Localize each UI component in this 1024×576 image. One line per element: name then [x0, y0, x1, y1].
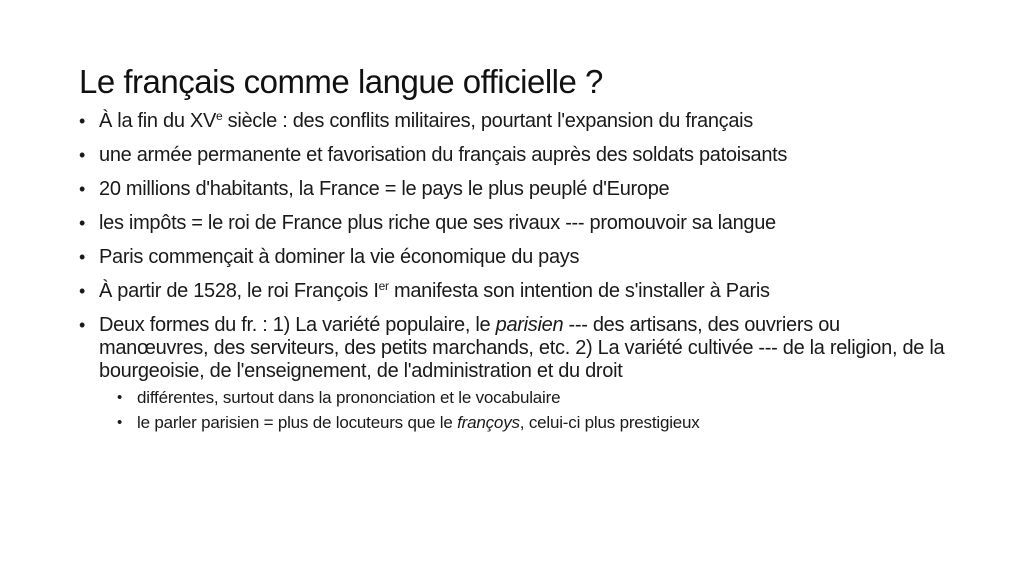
bullet-text: siècle : des conflits militaires, pourtant l'expansion du français	[222, 110, 754, 132]
sub-bullet-text: le parler parisien = plus de locuteurs que le	[137, 413, 458, 432]
bullet-dot-icon: •	[79, 213, 86, 233]
bullet-dot-icon: •	[79, 281, 86, 301]
sub-bullet-item	[117, 387, 949, 409]
bullet-item	[79, 110, 949, 133]
bullet-text: Paris commençait à dominer la vie économique du pays	[99, 246, 580, 268]
bullet-dot-icon: •	[79, 145, 86, 165]
bullet-item	[79, 212, 949, 235]
bullet-item	[79, 178, 949, 201]
bullet-dot-icon: •	[79, 247, 86, 267]
sub-bullet-list	[117, 387, 949, 434]
superscript: er	[378, 279, 389, 293]
bullet-dot-icon: •	[117, 414, 123, 431]
superscript: e	[215, 109, 223, 123]
bullet-list	[79, 110, 949, 445]
bullet-item	[79, 314, 949, 434]
bullet-dot-icon: •	[79, 179, 86, 199]
bullet-dot-icon: •	[79, 111, 86, 131]
italic-term: parisien	[495, 314, 564, 336]
sub-bullet-text: , celui-ci plus prestigieux	[519, 413, 700, 432]
bullet-text: une armée permanente et favorisation du français auprès des soldats patoisants	[99, 144, 788, 166]
sub-bullet-item	[117, 412, 949, 434]
bullet-dot-icon: •	[117, 389, 123, 406]
bullet-text: 20 millions d'habitants, la France = le pays le plus peuplé d'Europe	[99, 178, 670, 200]
bullet-text: Deux formes du fr. : 1) La variété populaire, le	[99, 314, 496, 336]
bullet-dot-icon: •	[79, 315, 86, 335]
bullet-text: --- des artisans, des ouvriers ou manœuvres, des serviteurs, des petits marchands, etc. 2) La variété cultivée --- de la religion, de la bourgeoisie, de l'enseignement, de l'administration et du droit	[99, 314, 945, 382]
italic-term: françoys	[457, 413, 520, 432]
slide-title: Le français comme langue officielle ?	[79, 63, 603, 100]
sub-bullet-text: différentes, surtout dans la prononciation et le vocabulaire	[137, 388, 561, 407]
bullet-item	[79, 246, 949, 269]
bullet-text: manifesta son intention de s'installer à Paris	[388, 280, 770, 302]
bullet-item	[79, 280, 949, 303]
bullet-item	[79, 144, 949, 167]
bullet-text: À partir de 1528, le roi François I	[99, 280, 379, 302]
bullet-text: À la fin du XV	[99, 110, 216, 132]
bullet-text: les impôts = le roi de France plus riche que ses rivaux --- promouvoir sa langue	[99, 212, 776, 234]
